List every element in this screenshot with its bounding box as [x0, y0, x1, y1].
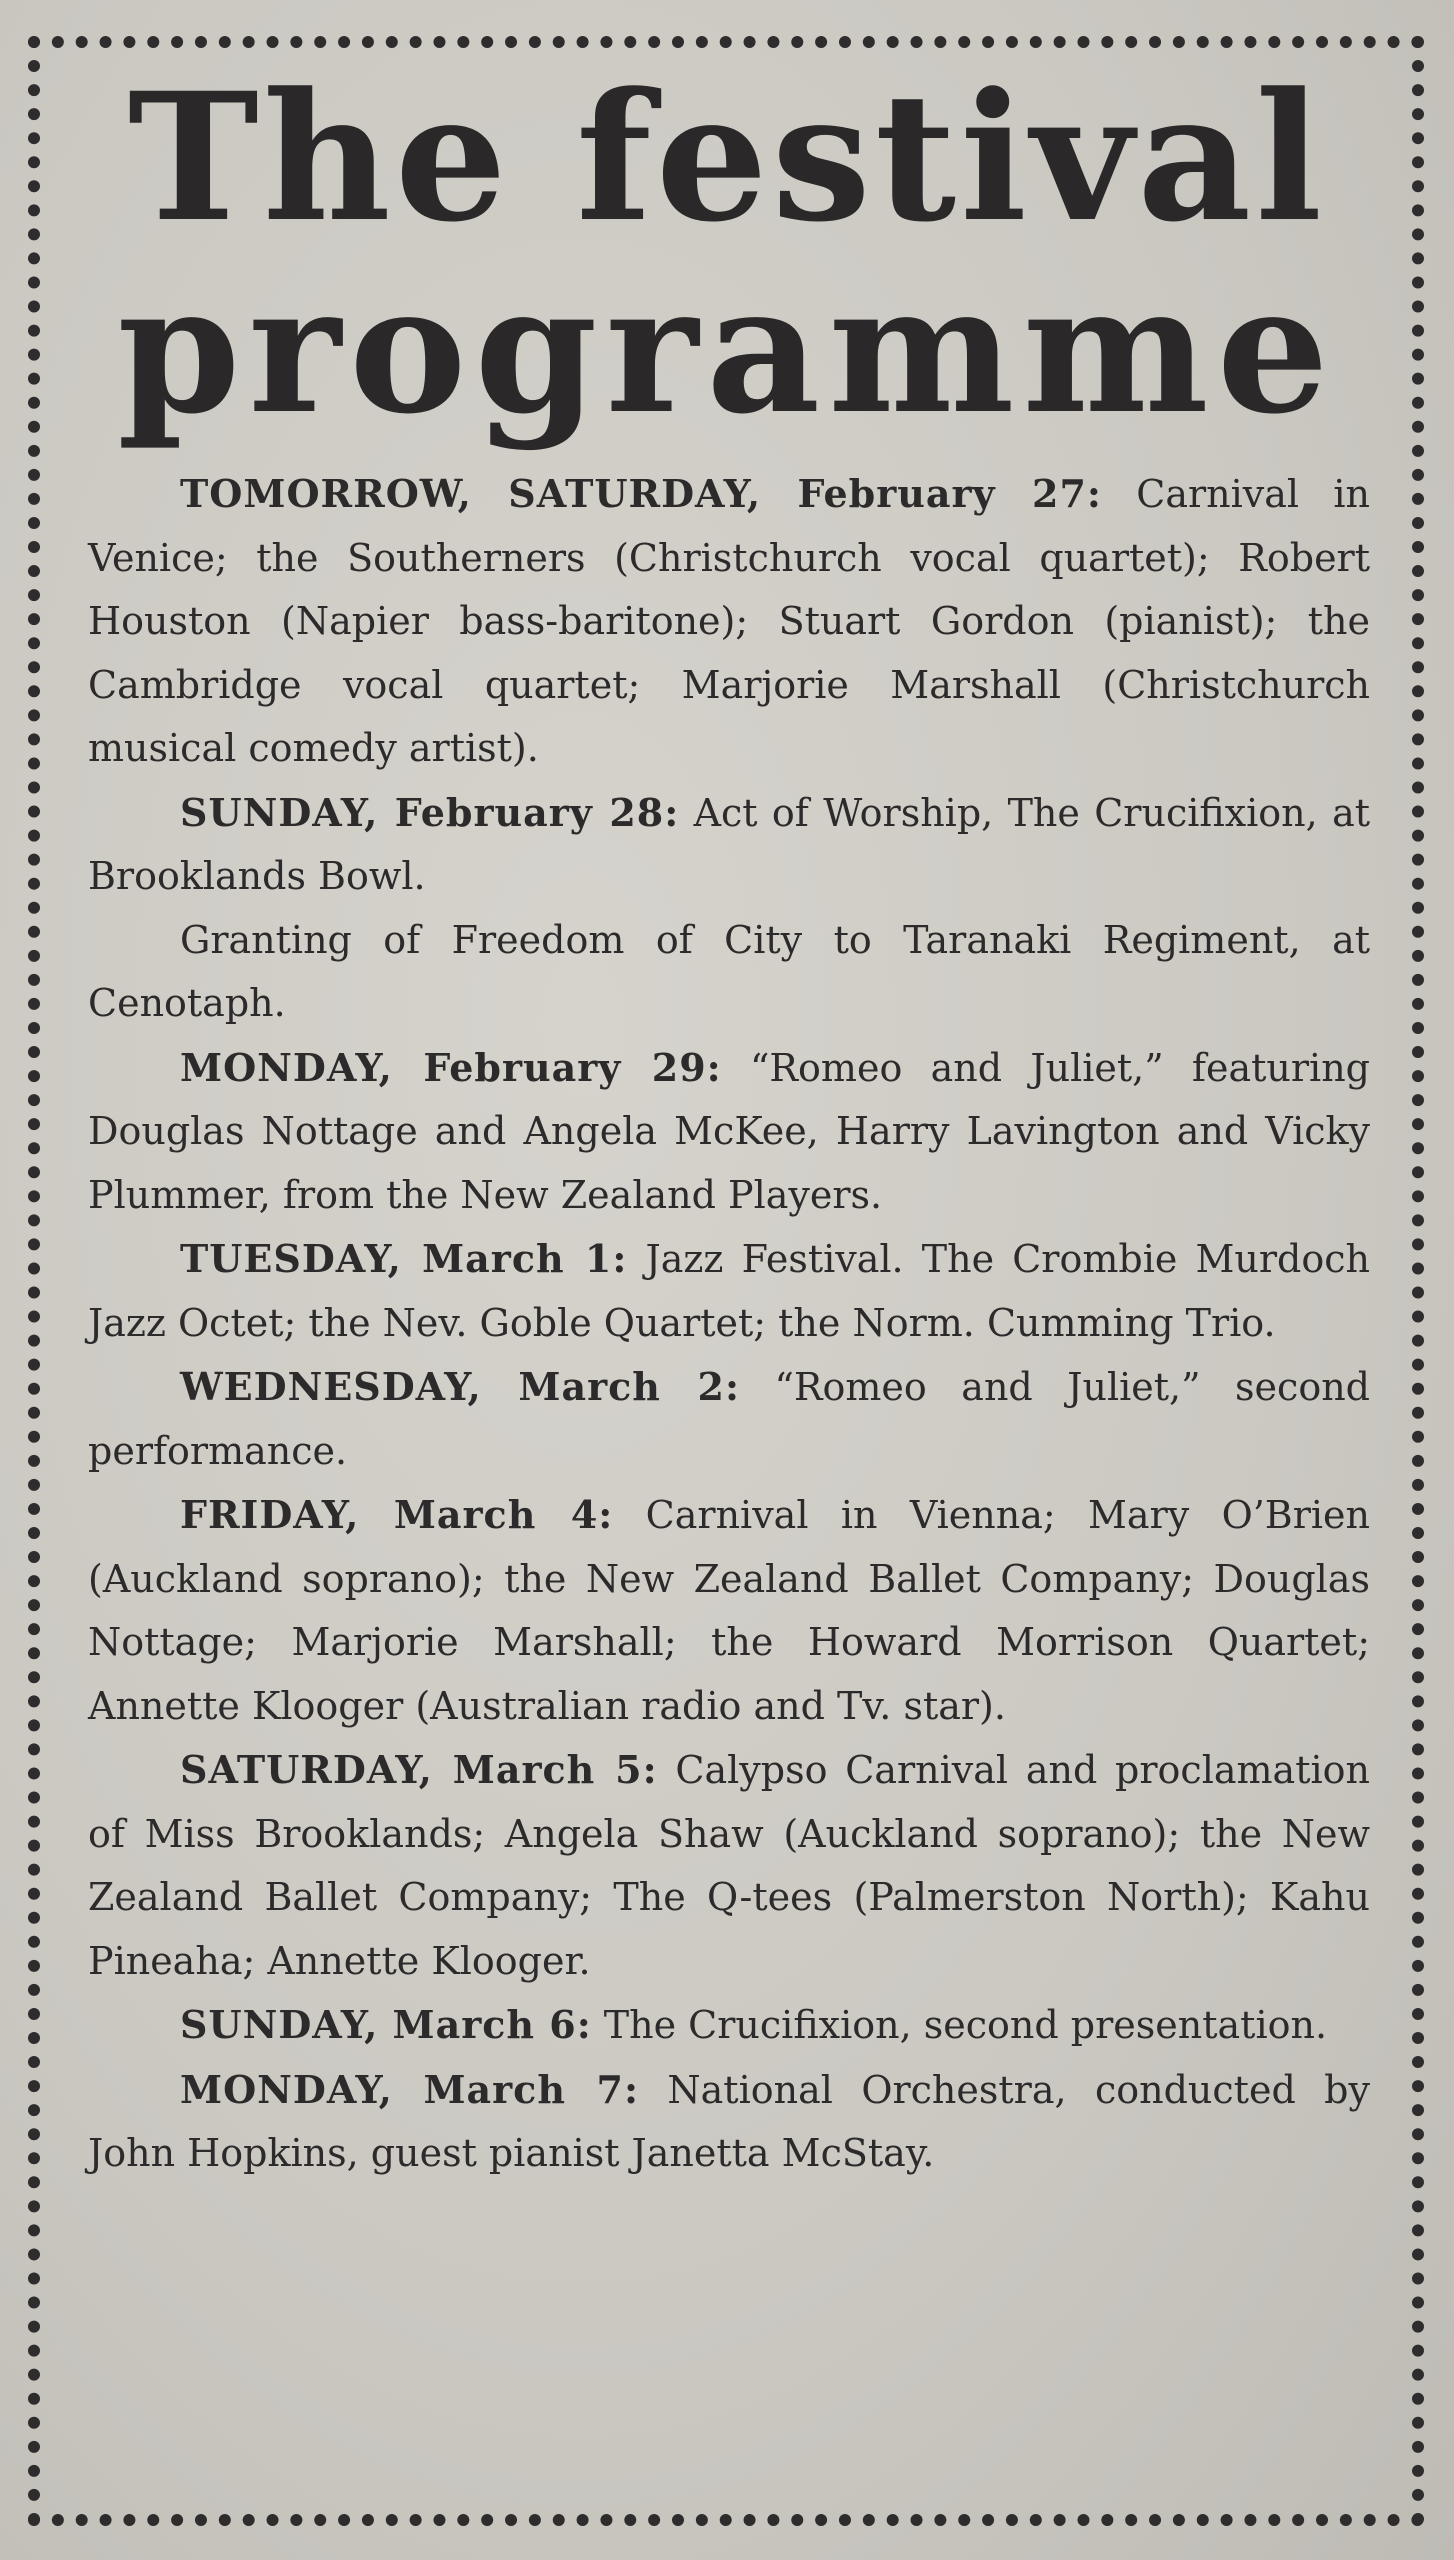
entry-text: Calypso Carnival and proclamation of Miss Brooklands; Angela Shaw (Auckland soprano); the New Zealand Ballet Company; The Q-tees (Palmerston North); Kahu Pineaha; Annette Klooger. [88, 1748, 1370, 1983]
programme-entry [88, 1738, 1370, 1993]
entry-text: “Romeo and Juliet,” second performance. [88, 1365, 1370, 1473]
entry-text: The Crucifixion, second presentation. [591, 2003, 1328, 2047]
entry-day: MONDAY, February 29: [180, 1044, 722, 1090]
entry-day: FRIDAY, March 4: [180, 1492, 614, 1537]
headline-line-1: The festival [127, 54, 1327, 261]
headline-line-2: programme [117, 246, 1337, 453]
entry-day: SATURDAY, March 5: [180, 1747, 658, 1792]
programme-entry [88, 1483, 1370, 1738]
programme-entry [88, 1227, 1370, 1355]
entry-day: SUNDAY, March 6: [180, 2002, 592, 2047]
entry-day: WEDNESDAY, March 2: [180, 1364, 740, 1409]
entry-day: MONDAY, March 7: [180, 2066, 639, 2112]
entry-text: Carnival in Vienna; Mary O’Brien (Auckland soprano); the New Zealand Ballet Company; Douglas Nottage; Marjorie Marshall; the Howard Morrison Quartet; Annette Klooger (Australian radio and Tv. star). [88, 1493, 1371, 1728]
programme-entry [88, 1355, 1370, 1483]
programme-entry [88, 1036, 1370, 1228]
programme-list [88, 462, 1370, 2186]
programme-entry [88, 1993, 1370, 2058]
entry-text: Carnival in Venice; the Southerners (Christchurch vocal quartet); Robert Houston (Napier bass-baritone); Stuart Gordon (pianist); the Cambridge vocal quartet; Marjorie Marshall (Christchurch musical comedy artist). [88, 472, 1370, 770]
programme-entry [88, 2058, 1370, 2186]
programme-entry [88, 462, 1370, 781]
entry-day: TUESDAY, March 1: [180, 1236, 628, 1281]
programme-entry [88, 909, 1370, 1036]
entry-text: “Romeo and Juliet,” featuring Douglas Nottage and Angela McKee, Harry Lavington and Vicky Plummer, from the New Zealand Players. [88, 1045, 1370, 1217]
entry-text: Granting of Freedom of City to Taranaki Regiment, at Cenotaph. [88, 917, 1370, 1025]
programme-entry [88, 781, 1370, 909]
entry-text: Jazz Festival. The Crombie Murdoch Jazz Octet; the Nev. Goble Quartet; the Norm. Cumming Trio. [88, 1237, 1370, 1345]
entry-day: SUNDAY, February 28: [180, 789, 680, 835]
entry-day: TOMORROW, SATURDAY, February 27: [180, 471, 1102, 516]
entry-text: Act of Worship, The Crucifixion, at Brooklands Bowl. [88, 790, 1371, 898]
entry-text: National Orchestra, conducted by John Hopkins, guest pianist Janetta McStay. [88, 2067, 1370, 2175]
